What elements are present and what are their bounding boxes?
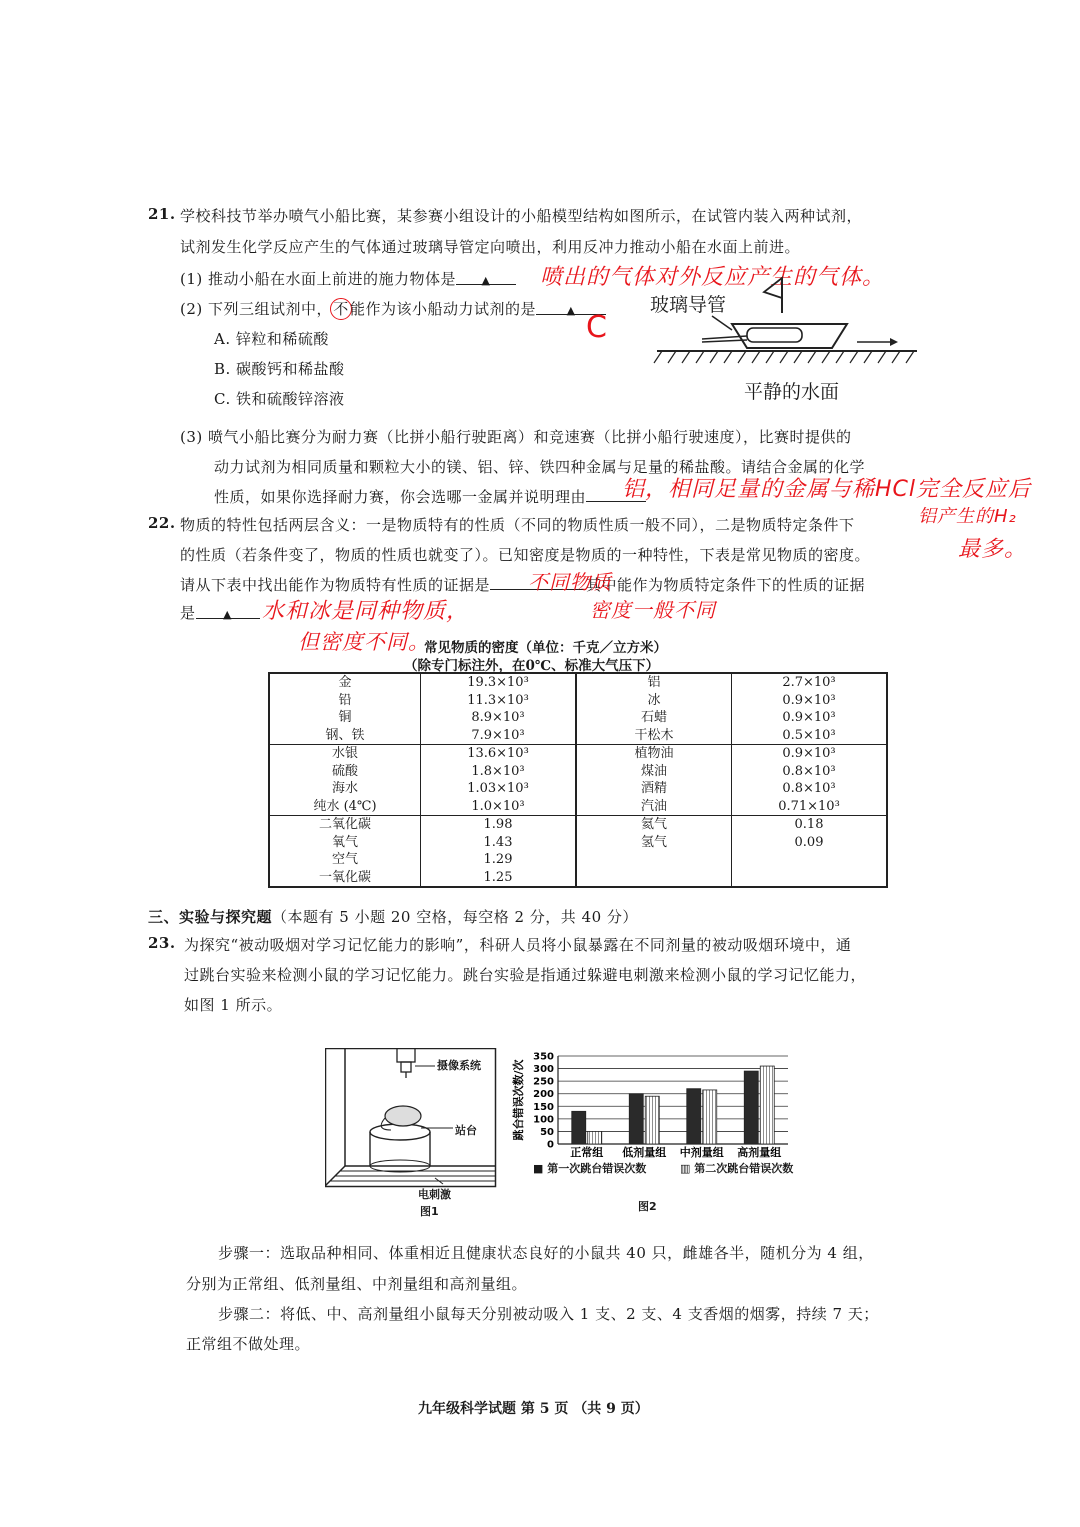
q21-part3-line2: 动力试剂为相同质量和颗粒大小的镁、铝、锌、铁四种金属与足量的稀盐酸。请结合金属的化学 (214, 458, 866, 476)
density-cell: 0.09 (732, 834, 888, 852)
table-row (269, 851, 887, 869)
density-cell: 0.9×10³ (732, 692, 888, 710)
substance-cell: 铅 (269, 692, 421, 710)
q21-part1-blank (456, 270, 516, 285)
substance-cell: 酒精 (576, 780, 732, 798)
q21-part1 (180, 268, 516, 289)
boat-figure-label-tube: 玻璃导管 (650, 294, 727, 316)
chart-bar-first-test (744, 1071, 758, 1144)
table-row (269, 816, 887, 834)
q21-part1-text: (1) 推动小船在水面上前进的施力物体是 (180, 270, 457, 288)
substance-cell: 钢、铁 (269, 727, 421, 745)
substance-cell: 纯水 (4℃) (269, 798, 421, 816)
density-cell (732, 869, 888, 888)
q21-part3-text: 性质，如果你选择耐力赛，你会选哪一金属并说明理由 (214, 488, 587, 506)
substance-cell: 煤油 (576, 763, 732, 781)
density-cell: 1.25 (421, 869, 577, 888)
density-cell: 13.6×10³ (421, 745, 577, 763)
q22-line3 (180, 574, 865, 595)
table-row (269, 869, 887, 888)
chart-ytick-label: 50 (540, 1126, 554, 1138)
chart-bar-first-test (572, 1111, 586, 1144)
chart-ytick-label: 200 (533, 1089, 554, 1101)
chart-bar-second-test (645, 1096, 659, 1144)
figure1-apparatus (325, 1048, 510, 1188)
q23-line1: 为探究“被动吸烟对学习记忆能力的影响”，科研人员将小鼠暴露在不同剂量的被动吸烟环境中，通 (184, 936, 852, 954)
substance-cell: 冰 (576, 692, 732, 710)
q21-intro-line2: 试剂发生化学反应产生的气体通过玻璃导管定向喷出，利用反冲力推动小船在水面上前进。 (180, 238, 801, 256)
table-row (269, 673, 887, 692)
q23-line3: 如图 1 所示。 (184, 996, 283, 1014)
figure1-label-platform: 站台 (455, 1124, 477, 1137)
q21-part3-handwritten-answer-3: 最多。 (958, 537, 1028, 562)
q21-number: 21. (148, 205, 176, 223)
chart-ytick-label: 250 (533, 1076, 554, 1088)
q21-part3-line1: (3) 喷气小船比赛分为耐力赛（比拼小船行驶距离）和竞速赛（比拼小船行驶速度），比赛时提供的 (180, 428, 852, 446)
table-row (269, 798, 887, 816)
chart-ytick-label: 0 (547, 1139, 554, 1151)
density-cell: 0.71×10³ (732, 798, 888, 816)
chart-legend-series1: ■ 第一次跳台错误次数 (533, 1162, 647, 1175)
chart-category-label: 中剂量组 (679, 1146, 724, 1159)
substance-cell: 植物油 (576, 745, 732, 763)
q22-line1: 物质的特性包括两层含义：一是物质特有的性质（不同的物质性质一般不同），二是物质特定条件下 (180, 516, 855, 534)
substance-cell: 铝 (576, 673, 732, 692)
substance-cell: 氦气 (576, 816, 732, 834)
q22-blank2-handwritten-answer-3: 但密度不同。 (298, 630, 430, 654)
density-cell (732, 851, 888, 869)
answer-marker: ▲ (481, 274, 491, 287)
q23-step1-line1: 步骤一：选取品种相同、体重相近且健康状态良好的小鼠共 40 只，雌雄各半，随机分为 4 组， (218, 1244, 874, 1262)
density-cell: 1.0×10³ (421, 798, 577, 816)
q22-blank1-handwritten-answer: 不同物质 (528, 570, 612, 594)
q22-line3-text-a: 请从下表中找出能作为物质特有性质的证据是 (180, 576, 491, 594)
q21-part2-text-b: 能作为该小船动力试剂的是 (350, 300, 537, 318)
density-cell: 1.29 (421, 851, 577, 869)
substance-cell: 汽油 (576, 798, 732, 816)
q21-part3-handwritten-answer-2: 铝产生的H₂ (918, 506, 1017, 527)
section3-note: （本题有 5 小题 20 空格，每空格 2 分，共 40 分） (272, 908, 638, 926)
density-cell: 2.7×10³ (732, 673, 888, 692)
page-footer: 九年级科学试题 第 5 页 （共 9 页） (418, 1401, 649, 1417)
q23-step2-line1: 步骤二：将低、中、高剂量组小鼠每天分别被动吸入 1 支、2 支、4 支香烟的烟雾，持续 7 天； (218, 1305, 879, 1323)
q21-part1-handwritten-answer: 喷出的气体对外反应产生的气体。 (540, 265, 886, 290)
chart-category-label: 正常组 (570, 1146, 604, 1159)
figure1-label-camera: 摄像系统 (437, 1059, 481, 1072)
table-row (269, 834, 887, 852)
chart-legend-series2: ▥ 第二次跳台错误次数 (680, 1162, 794, 1175)
density-cell: 0.8×10³ (732, 763, 888, 781)
substance-cell: 氢气 (576, 834, 732, 852)
figure1-caption: 图1 (420, 1205, 439, 1218)
q23-line2: 过跳台实验来检测小鼠的学习记忆能力。跳台实验是指通过躲避电刺激来检测小鼠的学习记忆能力， (184, 966, 867, 984)
section3-header (148, 906, 638, 927)
density-cell: 0.9×10³ (732, 709, 888, 727)
q23-step2-line2: 正常组不做处理。 (186, 1335, 311, 1353)
chart-bar-second-test (760, 1066, 774, 1144)
figure1-label-shock: 电刺激 (418, 1188, 451, 1201)
density-cell: 0.8×10³ (732, 780, 888, 798)
density-cell: 1.8×10³ (421, 763, 577, 781)
chart-bar-first-test (687, 1089, 701, 1144)
table-row (269, 709, 887, 727)
chart-category-label: 高剂量组 (737, 1146, 782, 1159)
q22-blank2 (196, 604, 260, 619)
chart-ytick-label: 150 (533, 1101, 554, 1113)
density-cell: 0.5×10³ (732, 727, 888, 745)
boat-figure (652, 268, 922, 378)
substance-cell: 二氧化碳 (269, 816, 421, 834)
substance-cell: 金 (269, 673, 421, 692)
q21-option-b: B. 碳酸钙和稀盐酸 (214, 360, 345, 378)
figure2-caption: 图2 (638, 1200, 657, 1213)
substance-cell: 石蜡 (576, 709, 732, 727)
substance-cell: 一氧化碳 (269, 869, 421, 888)
answer-marker: ▲ (223, 608, 232, 621)
q22-blank2-handwritten-answer: 水和冰是同种物质， (262, 599, 470, 624)
density-table-subtitle: （除专门标注外，在0℃、标准大气压下） (404, 658, 660, 674)
density-cell: 1.43 (421, 834, 577, 852)
density-cell: 8.9×10³ (421, 709, 577, 727)
table-row (269, 763, 887, 781)
q23-number: 23. (148, 934, 176, 952)
q23-step1-line2: 分别为正常组、低剂量组、中剂量组和高剂量组。 (186, 1275, 528, 1293)
density-cell: 7.9×10³ (421, 727, 577, 745)
chart-ylabel: 跳台错误次数/次 (512, 1059, 525, 1141)
table-row (269, 745, 887, 763)
density-table (268, 672, 888, 888)
q21-part3-handwritten-answer-1: 铝，相同足量的金属与稀HCl完全反应后 (622, 477, 1032, 502)
chart-ytick-label: 100 (533, 1114, 554, 1126)
section3-heading: 三、实验与探究题 (148, 908, 273, 926)
q21-intro-line1: 学校科技节举办喷气小船比赛，某参赛小组设计的小船模型结构如图所示，在试管内装入两种试剂， (180, 207, 863, 225)
q22-line4 (180, 602, 260, 623)
density-table-wrap (268, 672, 888, 888)
q22-line3-text-b: 其中能作为物质特定条件下的性质的证据 (586, 576, 866, 594)
q21-part2-text-a: (2) 下列三组试剂中， (180, 300, 333, 318)
q21-part3-line3 (214, 486, 646, 507)
figure2-bar-chart (508, 1046, 808, 1176)
substance-cell: 海水 (269, 780, 421, 798)
chart-category-label: 低剂量组 (622, 1146, 667, 1159)
density-cell: 11.3×10³ (421, 692, 577, 710)
substance-cell: 硫酸 (269, 763, 421, 781)
density-cell: 1.03×10³ (421, 780, 577, 798)
substance-cell (576, 869, 732, 888)
chart-bar-first-test (629, 1094, 643, 1144)
density-table-title: 常见物质的密度（单位：千克／立方米） (424, 640, 667, 656)
density-cell: 19.3×10³ (421, 673, 577, 692)
q21-circled-word: 不 (330, 298, 352, 320)
density-cell: 0.18 (732, 816, 888, 834)
chart-bar-second-test (588, 1131, 602, 1144)
table-row (269, 780, 887, 798)
q22-number: 22. (148, 514, 176, 532)
chart-ytick-label: 350 (533, 1051, 554, 1063)
q22-blank2-handwritten-answer-2: 密度一般不同 (590, 598, 716, 622)
table-row (269, 692, 887, 710)
substance-cell: 铜 (269, 709, 421, 727)
substance-cell: 水银 (269, 745, 421, 763)
table-row (269, 727, 887, 745)
chart-bar-second-test (703, 1090, 717, 1144)
substance-cell: 氧气 (269, 834, 421, 852)
boat-figure-label-water: 平静的水面 (744, 381, 840, 403)
q21-option-a: A. 锌粒和稀硫酸 (214, 330, 329, 348)
answer-marker: ▲ (566, 304, 576, 317)
q22-line4-text: 是 (180, 604, 196, 622)
substance-cell (576, 851, 732, 869)
q21-option-c: C. 铁和硫酸锌溶液 (214, 390, 345, 408)
q21-part2 (180, 298, 606, 320)
q21-part2-handwritten-answer: C (586, 310, 608, 345)
density-cell: 1.98 (421, 816, 577, 834)
density-cell: 0.9×10³ (732, 745, 888, 763)
substance-cell: 干松木 (576, 727, 732, 745)
q22-line2: 的性质（若条件变了，物质的性质也就变了）。已知密度是物质的一种特性，下表是常见物质的密度。 (180, 546, 871, 564)
chart-ytick-label: 300 (533, 1064, 554, 1076)
substance-cell: 空气 (269, 851, 421, 869)
